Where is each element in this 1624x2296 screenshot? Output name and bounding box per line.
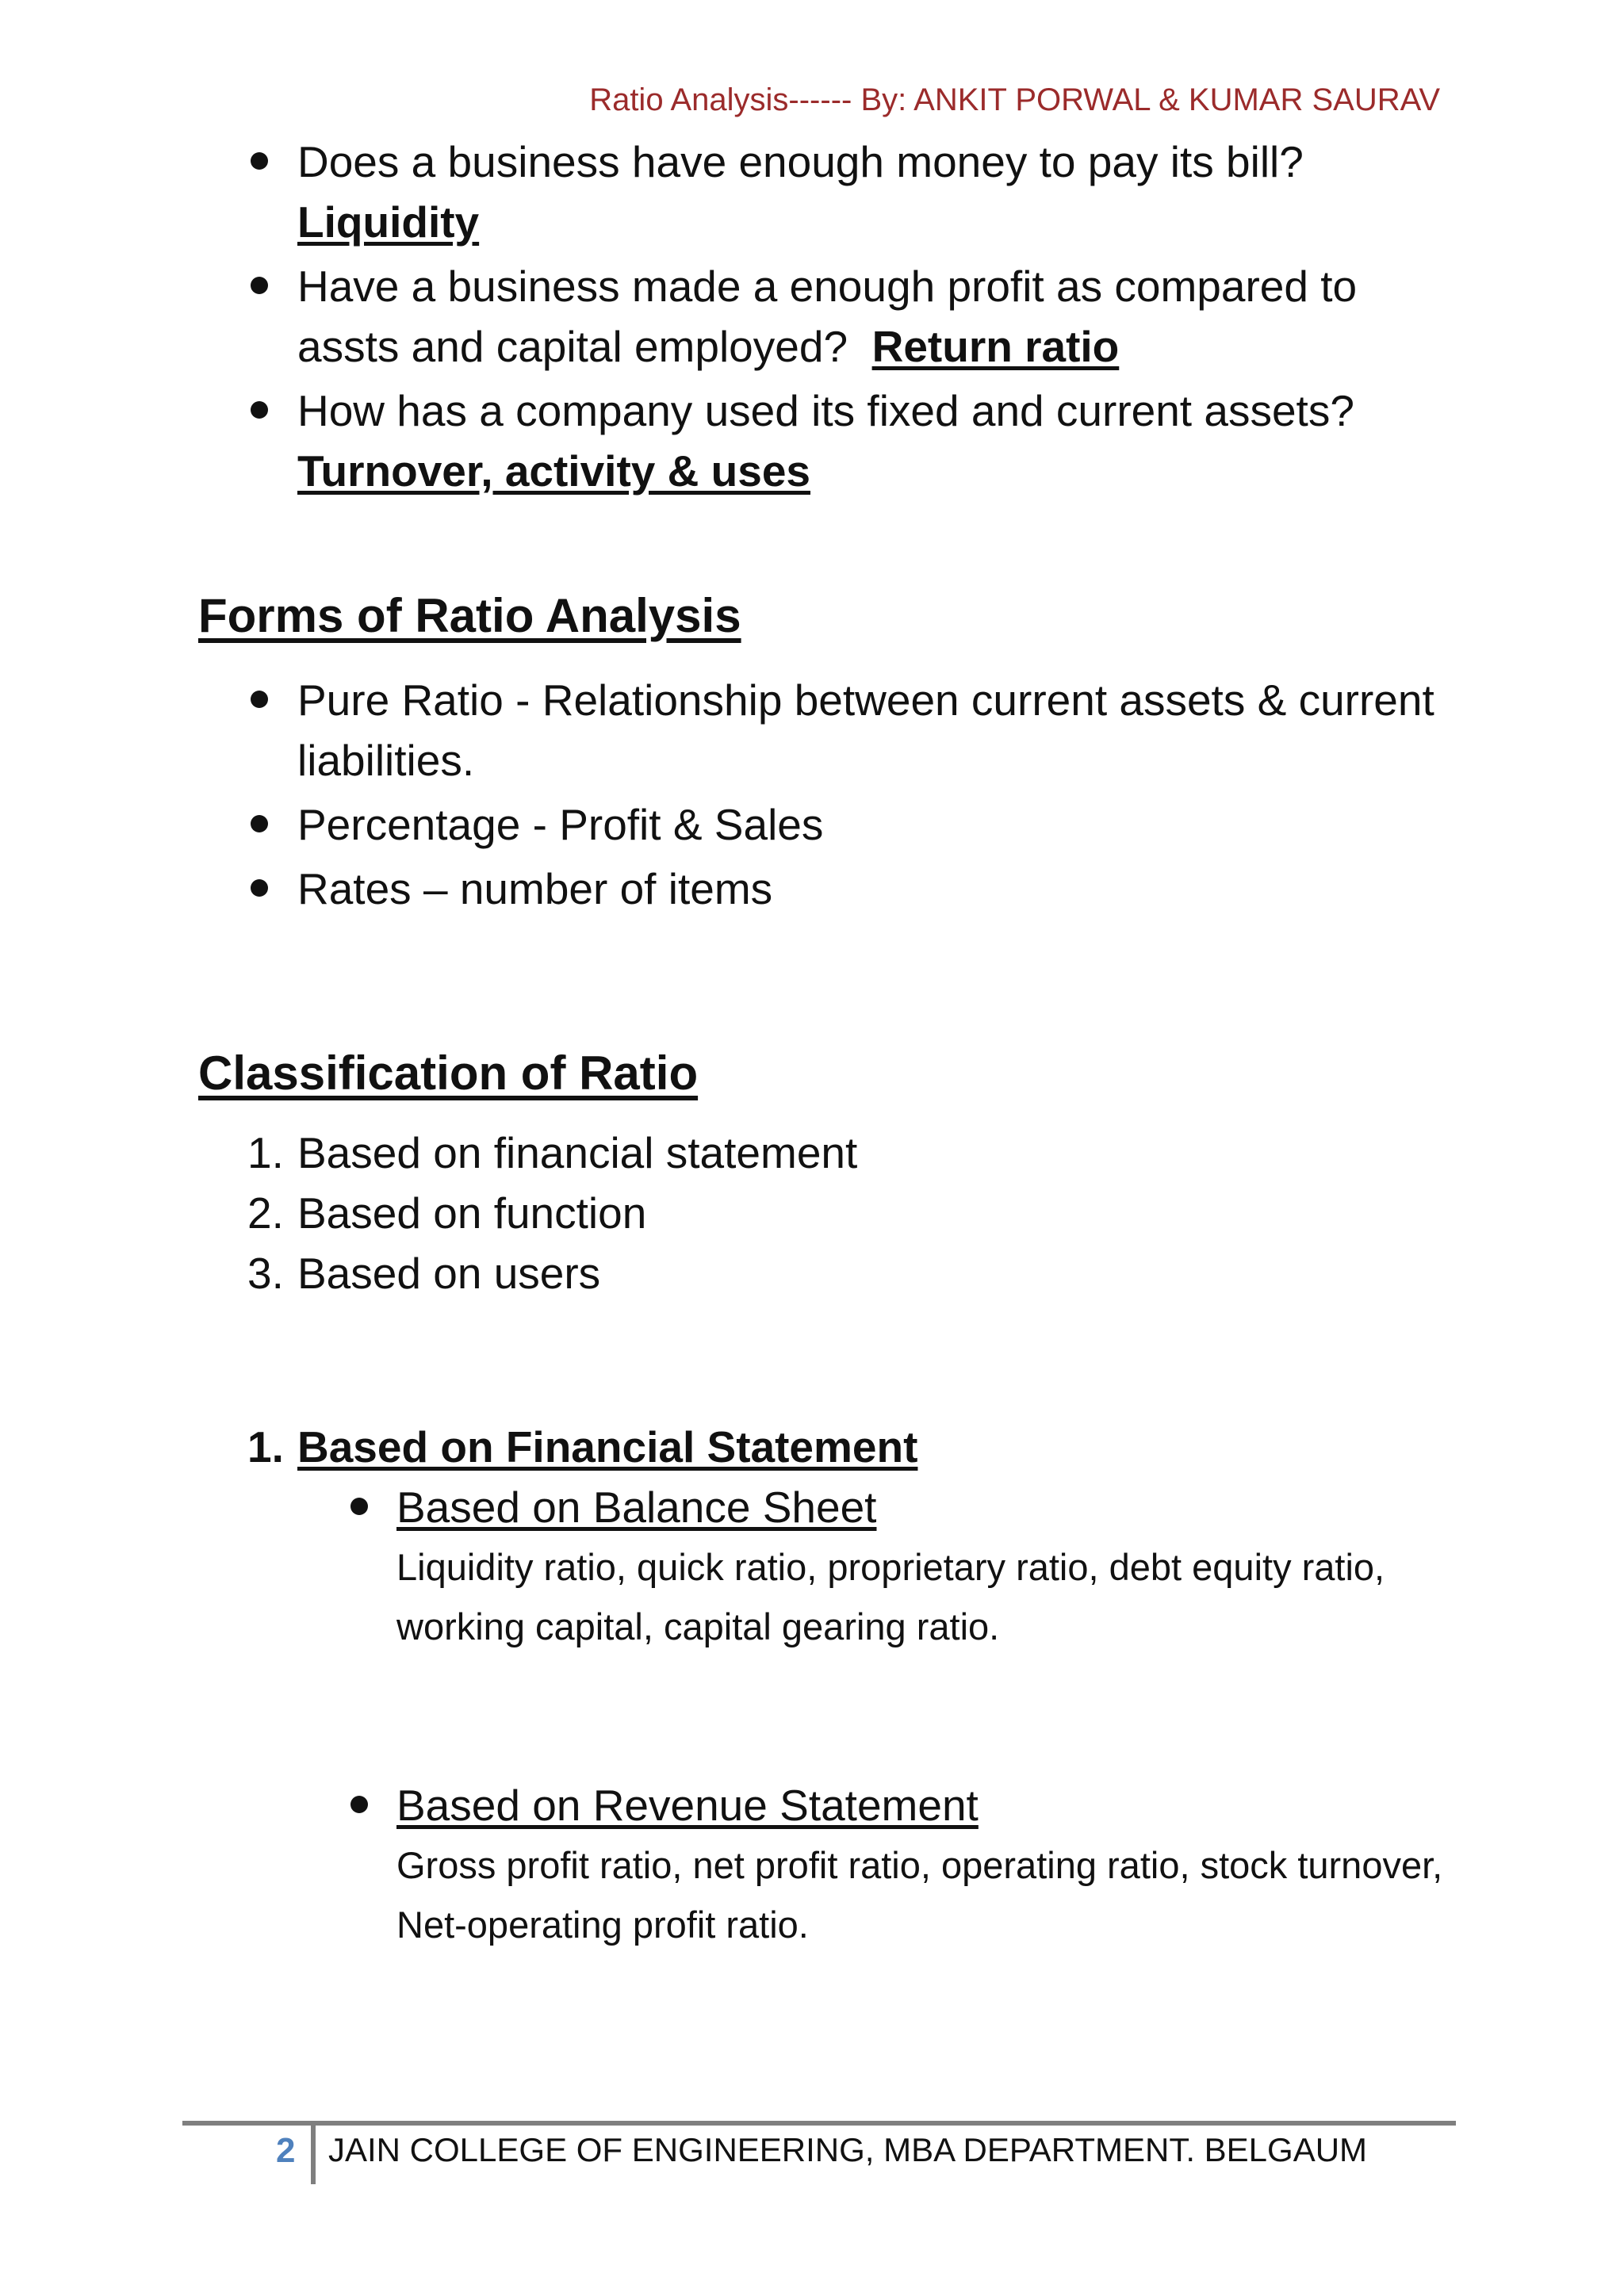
- balance-sheet-title: Based on Balance Sheet: [396, 1483, 877, 1532]
- question-item: [198, 132, 1467, 252]
- question-text: How has a company used its fixed and current assets?: [297, 386, 1354, 435]
- classification-list: [198, 1123, 1467, 1303]
- bullet-icon: [251, 691, 268, 708]
- question-item: [198, 381, 1467, 501]
- footer-divider: [182, 2121, 1456, 2126]
- balance-sheet-desc: Liquidity ratio, quick ratio, proprietary ratio, debt equity ratio, working capital, capital gearing ratio.: [396, 1546, 1385, 1647]
- classification-item: [198, 1243, 1467, 1303]
- revenue-statement-desc: Gross profit ratio, net profit ratio, operating ratio, stock turnover, Net-operating profit ratio.: [396, 1844, 1443, 1946]
- bullet-icon: [251, 152, 268, 170]
- forms-list: [198, 670, 1467, 919]
- question-text: Have a business made a enough profit as compared to assts and capital employed?: [297, 262, 1358, 371]
- classification-item-text: Based on users: [297, 1249, 601, 1298]
- revenue-statement-block: [198, 1775, 1467, 1954]
- bullet-icon: [350, 1796, 368, 1813]
- bullet-icon: [251, 879, 268, 897]
- section-number: 1.: [247, 1422, 284, 1471]
- item-number: 3.: [247, 1249, 284, 1298]
- financial-statement-title: Based on Financial Statement: [297, 1422, 918, 1471]
- classification-item-text: Based on function: [297, 1188, 647, 1238]
- footer-text: JAIN COLLEGE OF ENGINEERING, MBA DEPARTMENT. BELGAUM: [328, 2131, 1368, 2168]
- question-text: Does a business have enough money to pay its bill?: [297, 137, 1304, 186]
- classification-item: [198, 1123, 1467, 1183]
- question-answer: Liquidity: [297, 197, 480, 247]
- question-answer: Return ratio: [871, 322, 1120, 371]
- page-content: [198, 132, 1467, 1954]
- item-number: 1.: [247, 1128, 284, 1177]
- running-header: Ratio Analysis------ By: ANKIT PORWAL & KUMAR SAURAV: [589, 82, 1440, 117]
- financial-statement-heading: [198, 1417, 1467, 1477]
- forms-item: [198, 859, 1467, 919]
- bullet-icon: [251, 277, 268, 294]
- bullet-icon: [350, 1498, 368, 1515]
- footer-separator: [311, 2126, 316, 2184]
- page-number: 2: [276, 2131, 296, 2170]
- revenue-statement-title: Based on Revenue Statement: [396, 1781, 979, 1830]
- forms-heading: Forms of Ratio Analysis: [198, 589, 741, 642]
- forms-item: [198, 794, 1467, 855]
- balance-sheet-block: [198, 1477, 1467, 1656]
- item-number: 2.: [247, 1188, 284, 1238]
- classification-item: [198, 1183, 1467, 1243]
- question-list: [198, 132, 1467, 501]
- bullet-icon: [251, 401, 268, 419]
- forms-item-text: Pure Ratio - Relationship between current assets & current liabilities.: [297, 675, 1434, 785]
- question-item: [198, 256, 1467, 377]
- bullet-icon: [251, 815, 268, 832]
- classification-item-text: Based on financial statement: [297, 1128, 858, 1177]
- question-answer: Turnover, activity & uses: [297, 446, 811, 496]
- classification-heading: Classification of Ratio: [198, 1047, 699, 1100]
- forms-item-text: Rates – number of items: [297, 864, 773, 913]
- forms-item-text: Percentage - Profit & Sales: [297, 800, 824, 849]
- forms-item: [198, 670, 1467, 790]
